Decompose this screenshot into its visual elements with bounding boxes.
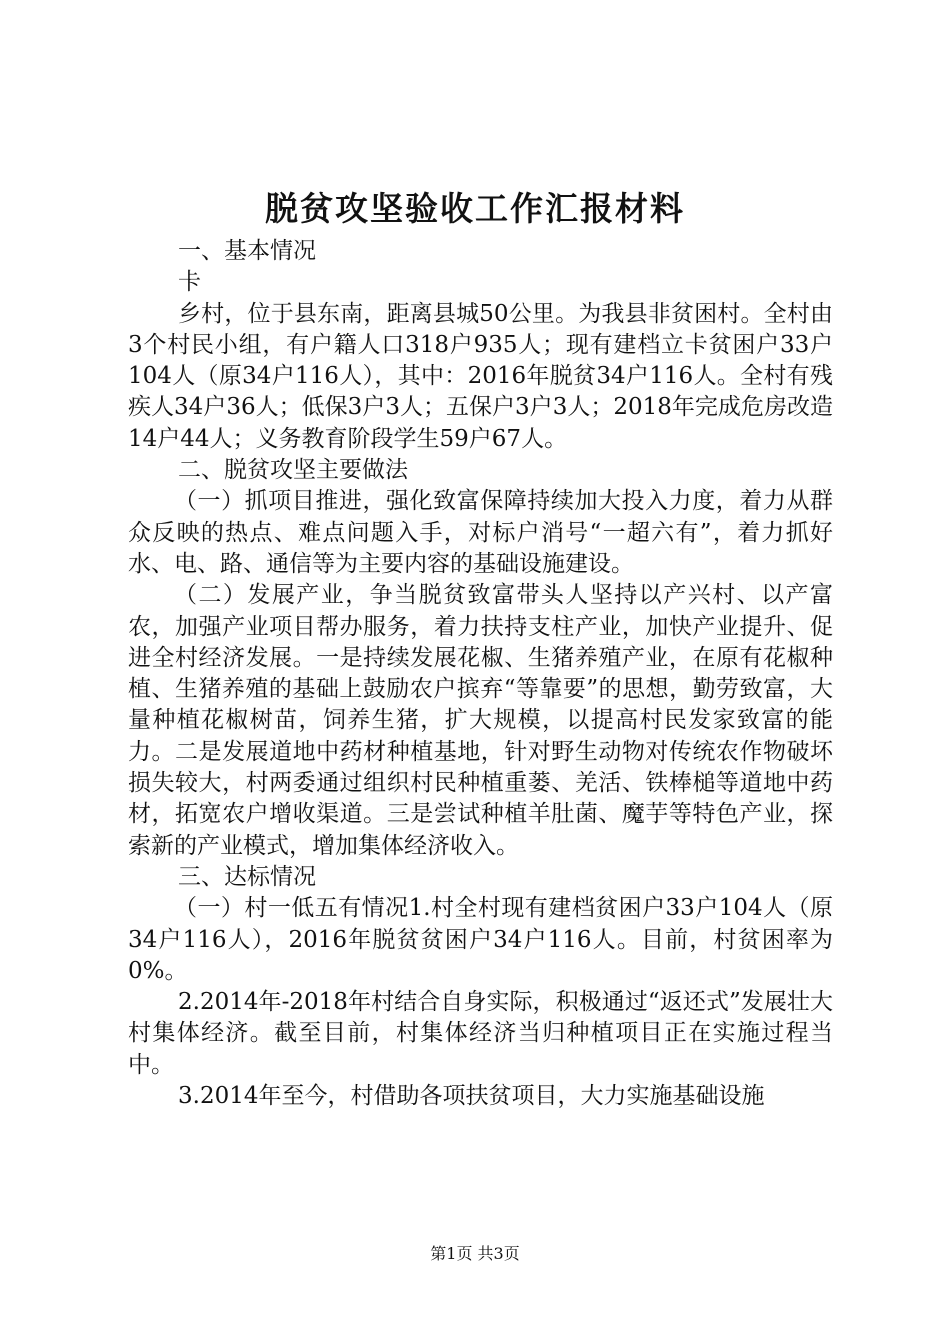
paragraph: 一、基本情况 [178,238,316,264]
paragraph: 3.2014年至今，村借助各项扶贫项目，大力实施基础设施 [178,1083,765,1110]
paragraph: （二）发展产业，争当脱贫致富带头人坚持以产兴村、以产富农，加强产业项目帮办服务，着力扶持支柱产业，加快产业提升、促进全村经济发展。一是持续发展花椒、生猪养殖产业，在原有花椒种植、生猪养殖的基础上鼓励农户摈弃“等靠要”的思想，勤劳致富，大量种植花椒树苗，饲养生猪，扩大规模，以提高村民发家致富的能力。二是发展道地中药材种植基地，针对野生动物对传统农作物破坏损失较大，村两委通过组织村民种植重蒌、羌活、铁棒槌等道地中药材，拓宽农户增收渠道。三是尝试种植羊肚菌、魔芋等特色产业，探索新的产业模式，增加集体经济收入。 [128,582,833,859]
paragraph: 卡 [178,269,201,296]
paragraph: （一）村一低五有情况1.村全村现有建档贫困户33户104人（原34户116人），2016年脱贫贫困户34户116人。目前，村贫困率为0%。 [128,895,833,984]
paragraph: 2.2014年-2018年村结合自身实际，积极通过“返还式”发展壮大村集体经济。截至目前，村集体经济当归种植项目正在实施过程当中。 [128,989,833,1078]
paragraph: 三、达标情况 [178,863,316,890]
paragraph: 二、脱贫攻坚主要做法 [178,457,408,484]
paragraph: 乡村，位于县东南，距离县城50公里。为我县非贫困村。全村由3个村民小组，有户籍人口318户935人；现有建档立卡贫困户33户104人（原34户116人），其中：2016年脱贫34户116人。全村有残疾人34户36人；低保3户3人；五保户3户3人；2018年完成危房改造14户44人；义务教育阶段学生59户67人。 [128,300,833,452]
page-footer: 第1页 共3页 [430,1244,520,1263]
document-body [128,236,833,1112]
paragraph: （一）抓项目推进，强化致富保障持续加大投入力度，着力从群众反映的热点、难点问题入手，对标户消号“一超六有”，着力抓好水、电、路、通信等为主要内容的基础设施建设。 [128,488,833,577]
document-title: 脱贫攻坚验收工作汇报材料 [265,189,685,228]
